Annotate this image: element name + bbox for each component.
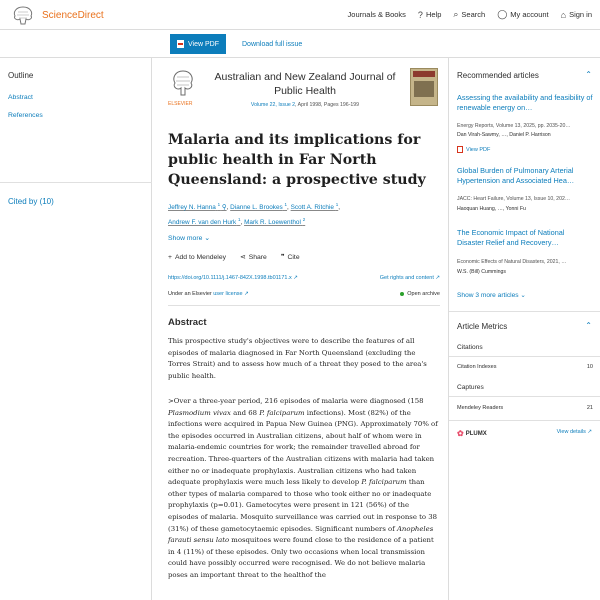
- open-archive-label: Open archive: [407, 291, 440, 297]
- cite-button[interactable]: [281, 253, 300, 261]
- outline-heading: Outline: [8, 71, 34, 80]
- volume-issue-link[interactable]: Volume 22, Issue 2: [250, 102, 296, 108]
- nav-label: Journals & Books: [347, 10, 406, 19]
- action-label: Share: [248, 253, 267, 261]
- recommended-view-pdf-link[interactable]: [457, 146, 490, 153]
- author-name: Andrew F. van den Hurk: [168, 219, 237, 227]
- nav-search[interactable]: [453, 9, 485, 20]
- recommended-article-title[interactable]: Assessing the availability and feasibility of renewable energy on…: [457, 93, 593, 113]
- author-affil: 1: [284, 202, 288, 207]
- author-affil: 1: [335, 202, 339, 207]
- author-name: Jeffrey N. Hanna: [168, 204, 216, 212]
- plumx-icon: ✿: [457, 429, 464, 438]
- brand-name: ScienceDirect: [42, 9, 104, 21]
- italic-run: Anopheles farauti sensu lato: [168, 524, 434, 545]
- divider: [0, 182, 152, 183]
- license-prefix: Under an Elsevier: [168, 291, 214, 297]
- show-more-button[interactable]: [168, 234, 210, 242]
- show-more-articles-button[interactable]: [457, 291, 526, 299]
- recommended-article-authors: Dan Virah-Sawmy, …, Daniel P. Harrison: [457, 132, 551, 138]
- plus-icon: +: [168, 253, 172, 261]
- recommended-article-authors: Haoquan Huang, …, Yonni Fu: [457, 206, 526, 212]
- journal-meta: [202, 102, 408, 108]
- right-sidebar: [448, 58, 600, 600]
- help-icon: ?: [417, 9, 423, 20]
- person-icon: ◯: [497, 9, 508, 19]
- author-link[interactable]: [168, 219, 241, 226]
- italic-run: Plasmodium vivax: [168, 408, 231, 417]
- author-affil: 1: [217, 202, 221, 207]
- cited-by-link[interactable]: Cited by (10): [8, 197, 54, 206]
- text-run: than other types of malaria compared to those who took either no or inadequate prophylaxis (p=0.01). Gametocytes were present in 121 (56%) of the episodes of malaria. Mosquito surveillance was carried out in response to 38 (31%) of these gametocytaemic episodes. Significant numbers of: [168, 478, 437, 533]
- abstract-paragraph: [168, 396, 440, 582]
- recommended-heading: Recommended articles: [457, 71, 539, 80]
- metric-value: 10: [586, 364, 593, 370]
- show-more-label: Show more: [168, 235, 203, 242]
- metric-value: 21: [586, 405, 593, 411]
- view-details-label: View details: [556, 429, 586, 435]
- journal-cover-image[interactable]: [410, 68, 438, 106]
- text-run: mosquitoes were found close to the residence of a patient in 4 (11%) of these episodes. Only two occasions when local transmission could have possibly occurred were recognised. We do not believe malaria poses an important threat to the healthof the: [168, 536, 434, 579]
- author-affil: 1: [237, 217, 241, 223]
- italic-run: P. falciparum: [361, 478, 407, 487]
- elsevier-logo-icon[interactable]: [168, 68, 198, 98]
- outline-link-abstract[interactable]: Abstract: [8, 94, 33, 101]
- action-label: Add to Mendeley: [174, 253, 226, 261]
- author-link[interactable]: [168, 204, 227, 211]
- recommended-article-authors: W.S. (Bill) Cummings: [457, 269, 506, 275]
- divider: [449, 356, 600, 357]
- author-name: Dianne L. Brookes: [230, 204, 283, 212]
- recommended-article-title[interactable]: Global Burden of Pulmonary Arterial Hypertension and Associated Hea…: [457, 166, 575, 186]
- open-archive-badge: [400, 291, 440, 297]
- metrics-heading: Article Metrics: [457, 322, 508, 331]
- nav-help[interactable]: [418, 10, 441, 20]
- top-bar: [0, 0, 600, 30]
- external-link-icon: ↗: [293, 275, 298, 281]
- article-toolbar: [0, 30, 600, 58]
- nav-label: Help: [425, 10, 442, 19]
- left-sidebar: [0, 58, 152, 600]
- article-title: Malaria and its implications for public health in Far North Queensland: a prospective study: [168, 132, 426, 188]
- institution-icon: ⌂: [560, 9, 567, 20]
- journal-header: [168, 68, 440, 128]
- action-label: Cite: [287, 253, 300, 261]
- metric-label: Mendeley Readers: [457, 405, 504, 411]
- plumx-logo: [457, 429, 487, 438]
- doi-text: https://doi.org/10.1111/j.1467-842X.1998.tb01171.x: [168, 275, 292, 281]
- quote-icon: ❞: [280, 254, 285, 261]
- person-icon: ⚲: [221, 204, 227, 212]
- chevron-down-icon: ⌄: [520, 292, 526, 299]
- nav-journals-books[interactable]: [348, 10, 406, 19]
- recommended-article-title[interactable]: The Economic Impact of National Disaster Relief and Recovery…: [457, 228, 565, 248]
- date-pages: , April 1998, Pages 196-199: [295, 102, 360, 108]
- recommended-article-meta: JACC: Heart Failure, Volume 13, Issue 10, 202…: [457, 196, 571, 202]
- search-icon: ⌕: [453, 9, 459, 19]
- citation-indexes-row: [457, 364, 593, 370]
- show-more-label: Show 3 more articles: [457, 292, 519, 299]
- author-link[interactable]: [230, 204, 287, 211]
- metric-label: Citation Indexes: [457, 364, 497, 370]
- view-details-link[interactable]: [557, 429, 592, 435]
- sciencedirect-logo[interactable]: [8, 4, 104, 26]
- nav-label: Sign in: [569, 10, 592, 19]
- author-affil: 2: [302, 217, 306, 223]
- open-access-dot-icon: [400, 292, 404, 296]
- citations-label: Citations: [457, 344, 483, 351]
- recommended-article-meta: Energy Reports, Volume 13, 2025, pp. 2035-20…: [457, 123, 571, 129]
- abstract-paragraph: This prospective study's objectives were to describe the features of all episodes of malaria diagnosed in Far North Queensland (excluding the Torres Strait) and to assess how much of a threat they posed to the area's public health.: [168, 337, 427, 380]
- nav-my-account[interactable]: [497, 9, 548, 20]
- external-link-icon: ↗: [587, 429, 592, 435]
- divider: [449, 396, 600, 397]
- external-link-icon: ↗: [435, 275, 440, 281]
- abstract-heading: Abstract: [168, 317, 207, 328]
- journal-title-link[interactable]: Australian and New Zealand Journal of Public Health: [214, 71, 396, 97]
- recommended-article-meta: Economic Effects of Natural Disasters, 2021, …: [457, 259, 567, 265]
- user-license-link[interactable]: [213, 291, 249, 297]
- doi-link[interactable]: [168, 275, 298, 281]
- author-name: Mark R. Loewenthol: [244, 219, 301, 227]
- author-name: Scott A. Ritchie: [290, 204, 334, 212]
- top-nav: [348, 9, 592, 20]
- rights-link[interactable]: [380, 275, 440, 281]
- nav-label: My account: [510, 10, 549, 19]
- italic-run: P. falciparum: [259, 408, 305, 417]
- author-link[interactable]: [244, 219, 305, 226]
- view-pdf-label: View PDF: [188, 40, 219, 48]
- view-pdf-button[interactable]: [170, 34, 226, 54]
- divider: [449, 311, 600, 312]
- divider: [168, 305, 440, 306]
- text-run: >Over a three-year period, 216 episodes of malaria were diagnosed (158: [168, 397, 424, 405]
- license-line: [168, 291, 249, 297]
- text-run: infections). Most (82%) of the infections were acquired in Papua New Guinea (PNG). Approximately 70% of the episodes occurred in Australian citizens, about half of whom were in malaria-endemic countries for work; the remainder travelled abroad for recreation. Three-quarters of the Australian citizens with malaria had taken either no or inadequate prophylaxis. Australian citizens who had taken adequate prophylaxis were much less likely to develop: [168, 408, 438, 487]
- captures-label: Captures: [457, 384, 484, 391]
- pdf-icon: [177, 40, 184, 48]
- mendeley-readers-row: [457, 405, 593, 411]
- license-link-text: user license: [213, 291, 243, 297]
- cover-band: [413, 71, 435, 77]
- download-full-issue-link[interactable]: Download full issue: [242, 41, 303, 48]
- nav-sign-in[interactable]: [561, 10, 592, 20]
- article-actions: [168, 253, 300, 261]
- chevron-down-icon: ⌄: [204, 235, 210, 242]
- outline-link-references[interactable]: References: [8, 112, 43, 119]
- chevron-up-icon[interactable]: ⌃: [585, 70, 592, 79]
- view-pdf-label: View PDF: [466, 146, 491, 153]
- text-run: and 68: [230, 408, 260, 417]
- cover-photo: [414, 81, 434, 97]
- publisher-name: ELSEVIER: [168, 101, 193, 107]
- author-list: Jeffrey N. Hanna $^1$ ⚲, Dianne L. Brookes $^1$, Scott A. Ritchie $^1$, Andrew F. van den Hurk $^1$, Mark R. Loewenthol $^2$: [168, 202, 341, 227]
- nav-label: Search: [461, 10, 486, 19]
- author-link[interactable]: [291, 204, 339, 211]
- elsevier-tree-icon: [8, 4, 38, 26]
- divider: [449, 420, 600, 421]
- rights-text: Get rights and content: [379, 275, 434, 281]
- pdf-icon: [457, 146, 463, 153]
- plumx-label: PLUMX: [465, 430, 487, 437]
- share-button[interactable]: [240, 253, 267, 261]
- share-icon: ⋖: [240, 254, 246, 261]
- add-to-mendeley-button[interactable]: [168, 253, 226, 261]
- external-link-icon: ↗: [244, 291, 249, 297]
- chevron-up-icon[interactable]: ⌃: [585, 321, 592, 330]
